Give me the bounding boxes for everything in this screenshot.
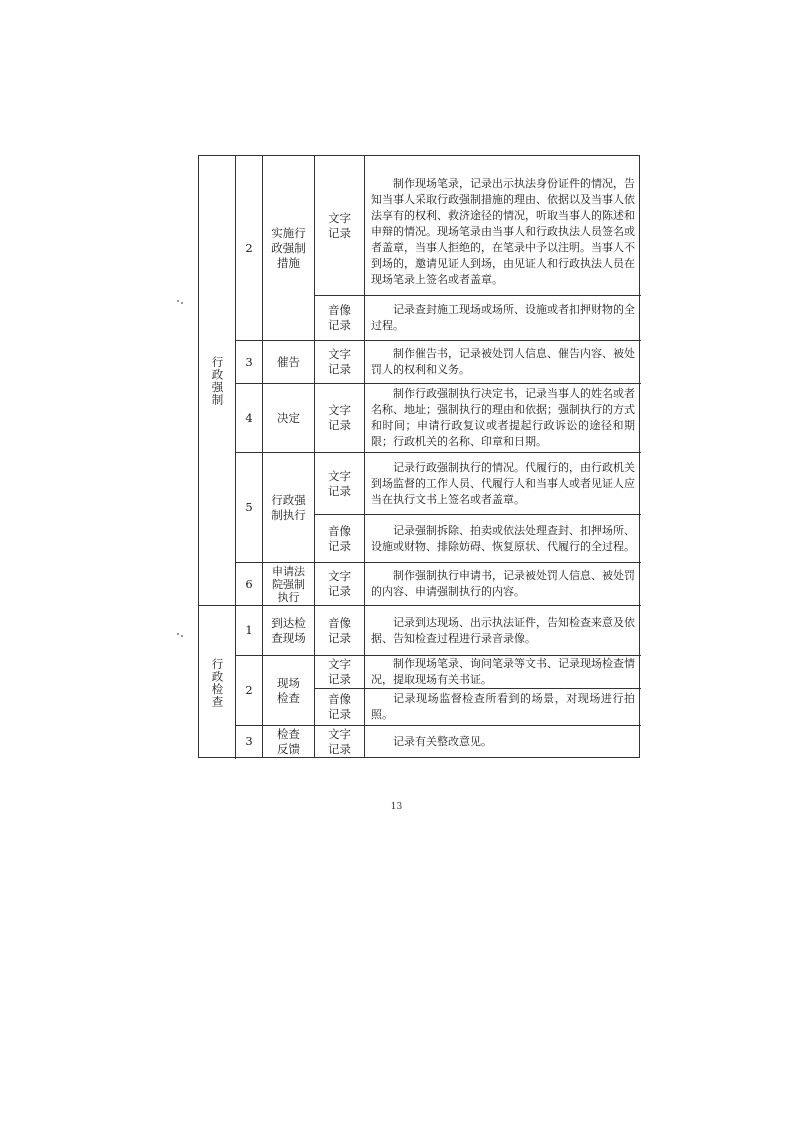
record-description (365, 656, 641, 689)
record-description (365, 606, 641, 656)
row-number: 3 (236, 341, 263, 384)
section-cell-admin-coercion (199, 156, 236, 606)
row-number: 5 (236, 453, 263, 563)
record-description (365, 515, 641, 563)
row-number: 2 (236, 156, 263, 341)
record-type: 文字记录 (315, 726, 365, 757)
scan-mark (181, 635, 183, 637)
page-number: 13 (390, 802, 403, 812)
record-type: 文字记录 (315, 156, 365, 296)
record-description (365, 453, 641, 515)
section-label: 行政检查 (210, 657, 225, 708)
record-description-text: 制作现场笔录、询问笔录等文书、记录现场检查情况，提取现场有关书证。 (371, 657, 635, 686)
record-type: 音像记录 (315, 296, 365, 341)
record-description-text: 记录强制拆除、拍卖或依法处理查封、扣押场所、设施或财物、排除妨碍、恢复原状、代履行的全过程。 (371, 523, 635, 553)
section-label: 行政强制 (210, 355, 225, 406)
step-name: 申请法院强制执行 (263, 563, 315, 606)
record-type: 文字记录 (315, 656, 365, 689)
record-description (365, 296, 641, 341)
step-name: 催告 (263, 341, 315, 384)
row-number: 2 (236, 656, 263, 726)
scan-mark (181, 302, 183, 304)
step-name: 行政强制执行 (263, 453, 315, 563)
row-number: 1 (236, 606, 263, 656)
records-table (198, 155, 640, 758)
row-number: 4 (236, 384, 263, 453)
step-name: 决定 (263, 384, 315, 453)
record-type: 音像记录 (315, 606, 365, 656)
record-description-text: 记录行政强制执行的情况。代履行的，由行政机关到场监督的工作人员、代履行人和当事人或者见证人应当在执行文书上签名或者盖章。 (371, 460, 635, 506)
row-number: 3 (236, 726, 263, 757)
record-description: 制作现场笔录，记录出示执法身份证件的情况，告知当事人采取行政强制措施的理由、依据以及当事人依法享有的权利、救济途径的情况，听取当事人的陈述和申辩的情况。现场笔录由当事人和行政执法人员签名或者盖章，当事人拒绝的，在笔录中予以注明。当事人不到场的，邀请见证人到场，由见证人和行政执法人员在现场笔录上签名或者盖章。 (365, 156, 641, 296)
record-description (365, 726, 641, 757)
record-type: 音像记录 (315, 515, 365, 563)
record-type: 音像记录 (315, 689, 365, 726)
row-number: 6 (236, 563, 263, 606)
record-type: 文字记录 (315, 341, 365, 384)
record-description-text: 记录查封施工现场或场所、设施或者扣押财物的全过程。 (371, 303, 635, 332)
scan-mark (177, 300, 179, 302)
record-description (365, 384, 641, 453)
record-description (365, 341, 641, 384)
record-description-text: 记录到达现场、出示执法证件，告知检查来意及依据、告知检查过程进行录音录像。 (371, 615, 635, 645)
record-type: 文字记录 (315, 453, 365, 515)
step-name: 实施行政强制措施 (263, 156, 315, 341)
record-description-text: 制作强制执行申请书，记录被处罚人信息、被处罚的内容、申请强制执行的内容。 (371, 569, 635, 598)
record-type: 文字记录 (315, 384, 365, 453)
step-name: 检查反馈 (263, 726, 315, 757)
section-cell-admin-inspection (199, 606, 236, 759)
record-description (365, 563, 641, 606)
record-description-text: 制作催告书，记录被处罚人信息、催告内容、被处罚人的权利和义务。 (371, 347, 635, 376)
step-name: 现场检查 (263, 656, 315, 726)
record-description-text: 记录现场监督检查所看到的场景，对现场进行拍照。 (371, 692, 635, 721)
record-description-text: 记录有关整改意见。 (393, 734, 492, 748)
record-description-text: 制作行政强制执行决定书，记录当事人的姓名或者名称、地址；强制执行的理由和依据；强制执行的方式和时间；申请行政复议或者提起行政诉讼的途径和期限；行政机关的名称、印章和日期。 (371, 387, 635, 448)
step-name: 到达检查现场 (263, 606, 315, 656)
record-description (365, 689, 641, 726)
scan-mark (177, 633, 179, 635)
record-type: 文字记录 (315, 563, 365, 606)
